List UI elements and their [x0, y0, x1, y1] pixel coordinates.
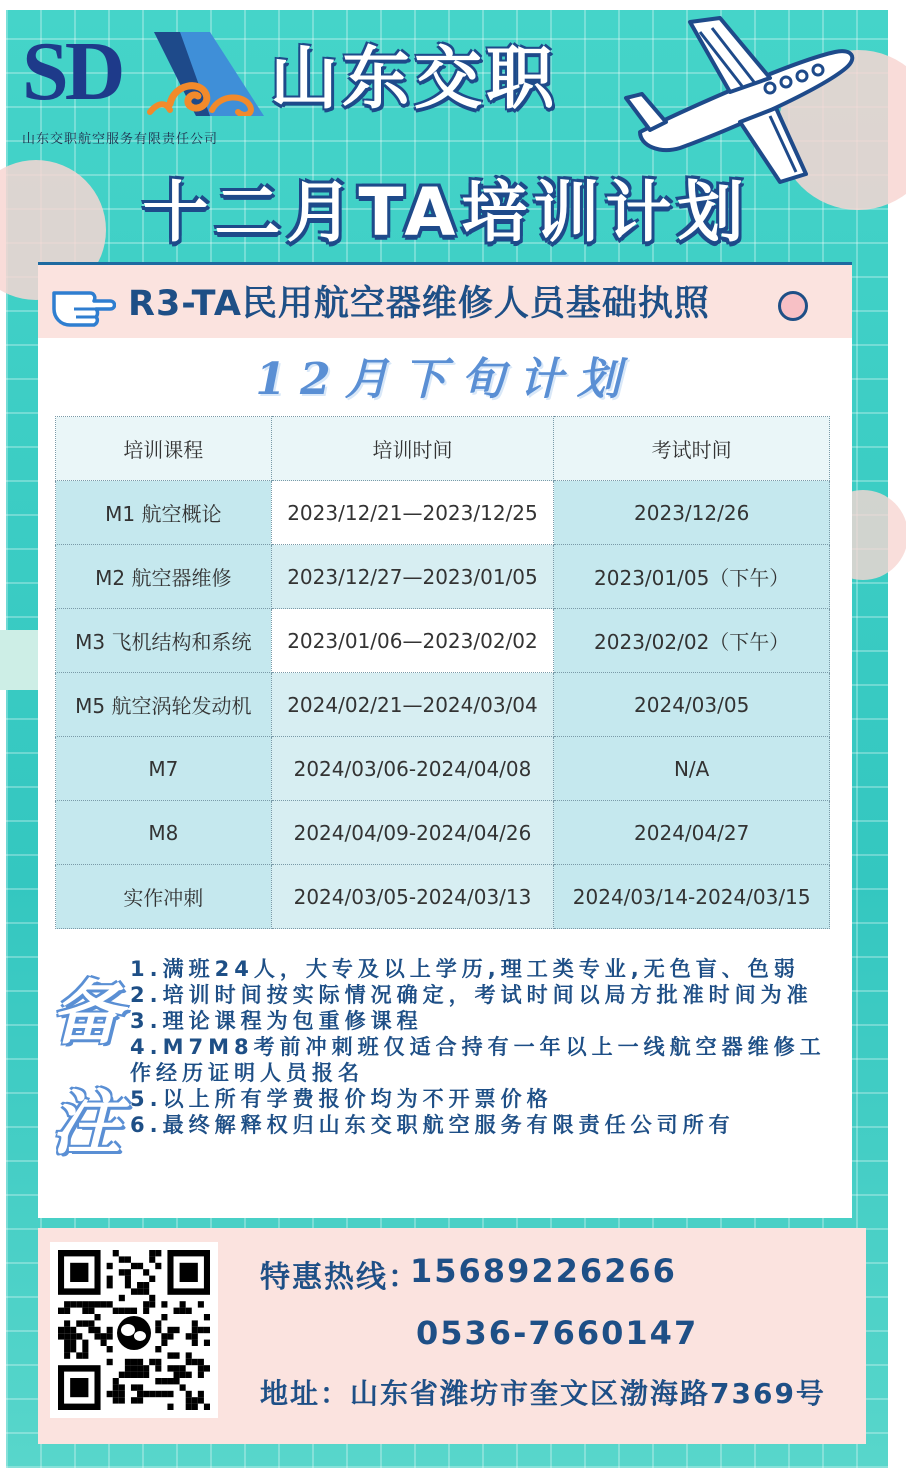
header-training-time: 培训时间 [271, 417, 554, 481]
training-time-cell: 2023/12/27—2023/01/05 [271, 545, 554, 609]
notes-list [130, 956, 830, 1138]
schedule-table [55, 416, 830, 929]
table-row [56, 481, 830, 545]
course-cell: M5 航空涡轮发动机 [56, 673, 272, 737]
course-cell: M1 航空概论 [56, 481, 272, 545]
address-text: 地址：山东省潍坊市奎文区渤海路7369号 [260, 1377, 826, 1410]
training-time-cell: 2024/03/05-2024/03/13 [271, 865, 554, 929]
course-cell: M3 飞机结构和系统 [56, 609, 272, 673]
hotline-label: 特惠热线： [260, 1260, 420, 1295]
hotline-number-2[interactable]: 0536-7660147 [416, 1314, 699, 1352]
training-time-cell: 2024/04/09-2024/04/26 [271, 801, 554, 865]
training-time-cell: 2023/01/06—2023/02/02 [271, 609, 554, 673]
list-item: 1.满班24人，大专及以上学历,理工类专业,无色盲、色弱 [130, 957, 800, 981]
subtitle-bar [38, 262, 852, 338]
course-cell: M2 航空器维修 [56, 545, 272, 609]
plan-title: 12月下旬计划 [255, 354, 635, 405]
qr-code-box [50, 1242, 218, 1418]
course-cell: M8 [56, 801, 272, 865]
table-header-row [56, 417, 830, 481]
contact-footer [38, 1228, 866, 1444]
exam-time-cell: 2024/03/05 [554, 673, 830, 737]
table-row [56, 673, 830, 737]
hotline-number[interactable]: 15689226266 [410, 1252, 677, 1290]
list-item: 4.M7M8考前冲刺班仅适合持有一年以上一线航空器维修工作经历证明人员报名 [130, 1035, 826, 1085]
exam-time-cell: N/A [554, 737, 830, 801]
company-name-small: 山东交职航空服务有限责任公司 [22, 132, 219, 147]
decor-circle-icon [778, 291, 808, 321]
table-row [56, 865, 830, 929]
list-item: 6.最终解释权归山东交职航空服务有限责任公司所有 [130, 1113, 735, 1137]
exam-time-cell: 2024/04/27 [554, 801, 830, 865]
notes-label [40, 958, 132, 1178]
notes-label-char: 备 [51, 972, 121, 1054]
notes-label-char: 注 [51, 1082, 121, 1164]
logo-lettering: SD [22, 25, 122, 118]
schedule-card [38, 338, 852, 1218]
table-row [56, 801, 830, 865]
list-item: 2.培训时间按实际情况确定，考试时间以局方批准时间为准 [130, 983, 813, 1007]
training-time-cell: 2023/12/21—2023/12/25 [271, 481, 554, 545]
airplane-icon [620, 12, 860, 192]
course-cell: 实作冲刺 [56, 865, 272, 929]
exam-time-cell: 2023/02/02（下午） [554, 609, 830, 673]
training-time-cell: 2024/03/06-2024/04/08 [271, 737, 554, 801]
header-exam-time: 考试时间 [554, 417, 830, 481]
exam-time-cell: 2023/01/05（下午） [554, 545, 830, 609]
brand-title: 山东交职 [270, 40, 559, 119]
wechat-qr-icon [58, 1250, 210, 1410]
list-item: 5.以上所有学费报价均为不开票价格 [130, 1087, 553, 1111]
table-row [56, 545, 830, 609]
pointing-hand-icon [50, 279, 116, 329]
company-logo [22, 25, 262, 122]
main-title: 十二月TA培训计划 [142, 174, 750, 251]
header-course: 培训课程 [56, 417, 272, 481]
course-cell: M7 [56, 737, 272, 801]
logo-tail-icon [140, 32, 264, 116]
table-row [56, 609, 830, 673]
table-row [56, 737, 830, 801]
exam-time-cell: 2024/03/14-2024/03/15 [554, 865, 830, 929]
training-time-cell: 2024/02/21—2024/03/04 [271, 673, 554, 737]
exam-time-cell: 2023/12/26 [554, 481, 830, 545]
subtitle-text: R3-TA民用航空器维修人员基础执照 [128, 284, 710, 324]
list-item: 3.理论课程为包重修课程 [130, 1009, 423, 1033]
